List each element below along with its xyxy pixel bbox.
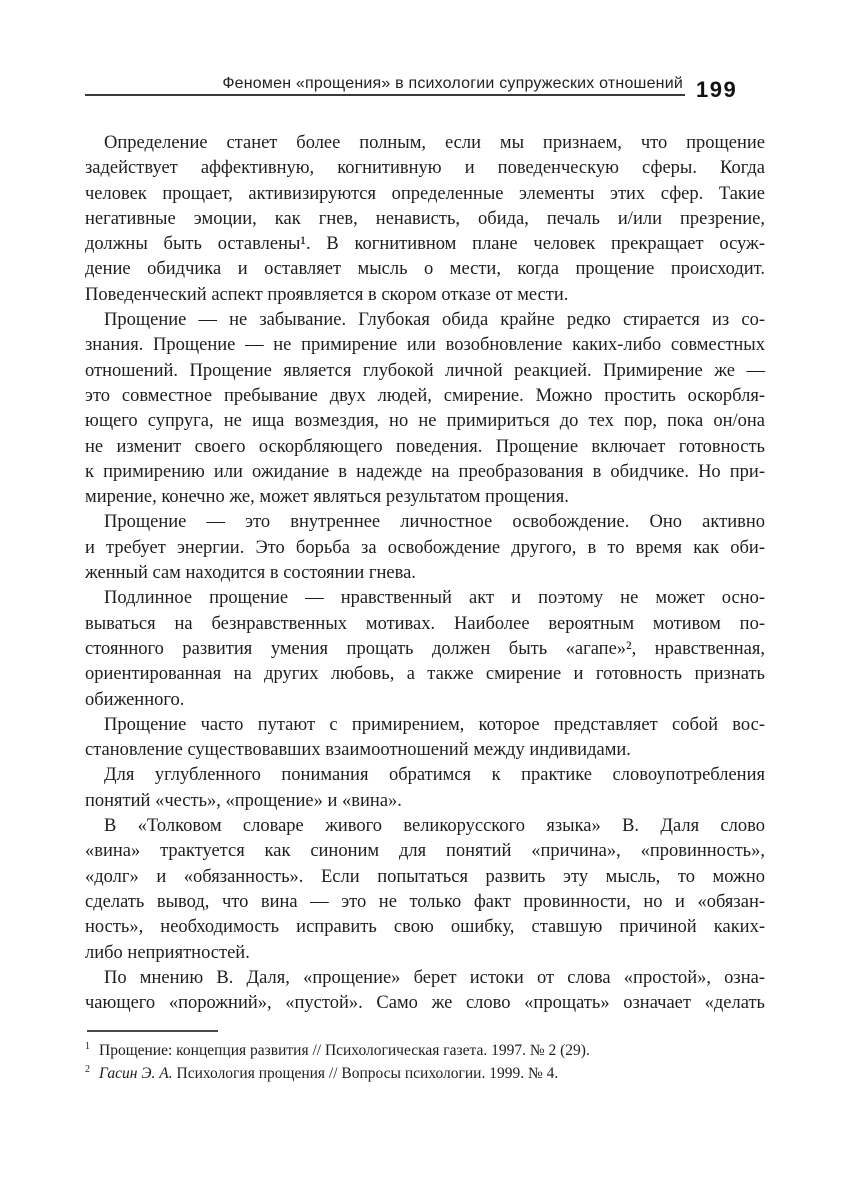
text-line: сделать вывод, что вина — это не только факт провинности, но и «обязан- [85,891,765,912]
paragraph [85,713,765,764]
page-number: 199 [696,77,738,102]
text-line: становление существовавших взаимоотношений между индивидами. [85,740,631,761]
paragraph [85,131,765,308]
text-line: «вина» трактуется как синоним для понятий «причина», «провинность», [85,841,765,862]
footnote-marker: 1 [85,1040,90,1052]
running-title: Феномен «прощения» в психологии супружеских отношений [222,75,683,92]
text-line: Прощение — это внутреннее личностное освобождение. Оно активно [104,512,765,533]
text-line: ющего супруга, не ища возмездия, но не примириться до тех пор, пока он/она [85,411,765,432]
text-line: знания. Прощение — не примирение или возобновление каких-либо совместных [85,335,765,356]
body-text [85,131,765,1016]
paragraph [85,510,765,586]
text-line: Подлинное прощение — нравственный акт и поэтому не может осно- [104,588,765,609]
text-line: В «Толковом словаре живого великорусского языка» В. Даля слово [104,816,765,837]
text-line: «долг» и «обязанность». Если попытаться развить эту мысль, то можно [85,866,765,887]
footnote-text: Психология прощения // Вопросы психологии. 1999. № 4. [172,1065,559,1082]
footnote-text: Прощение: концепция развития // Психологическая газета. 1997. № 2 (29). [99,1042,590,1059]
text-line: Поведенческий аспект проявляется в скором отказе от мести. [85,284,569,305]
text-line: мирение, конечно же, может являться результатом прощения. [85,487,569,508]
text-line: не изменит своего оскорбляющего поведения. Прощение включает готовность [85,436,765,457]
text-line: к примирению или ожидание в надежде на преобразования в обидчике. Но при- [85,461,765,482]
text-line: стоянного развития умения прощать должен быть «агапе»², нравственная, [85,638,765,659]
footnotes [85,1039,765,1085]
text-line: вываться на безнравственных мотивах. Наиболее вероятным мотивом по- [85,613,765,634]
text-line: чающего «порожний», «пустой». Само же слово «прощать» означает «делать [85,993,765,1014]
footnote [85,1039,765,1062]
paragraph [85,308,765,510]
text-line: и требует энергии. Это борьба за освобождение другого, в то время как оби- [85,537,765,558]
paragraph [85,966,765,1017]
text-line: должны быть оставлены¹. В когнитивном плане человек прекращает осуж- [85,234,765,255]
text-line: ориентированная на других любовь, а также смирение и готовность признать [85,664,765,685]
text-line: отношений. Прощение является глубокой личной реакцией. Примирение же — [85,360,765,381]
text-line: Прощение — не забывание. Глубокая обида крайне редко стирается из со- [104,310,765,331]
text-line: дение обидчика и оставляет мысль о мести, когда прощение происходит. [85,259,765,280]
text-line: Определение станет более полным, если мы признаем, что прощение [104,133,765,153]
footnote [85,1062,765,1085]
text-line: По мнению В. Даля, «прощение» берет истоки от слова «простой», озна- [104,967,765,988]
text-line: Для углубленного понимания обратимся к практике словоупотребления [104,765,765,786]
text-line: задействует аффективную, когнитивную и поведенческую сферы. Когда [85,158,765,179]
text-line: понятий «честь», «прощение» и «вина». [85,790,402,811]
paragraph [85,763,765,814]
header-rule [85,94,685,96]
text-line: негативные эмоции, как гнев, ненависть, обида, печаль и/или презрение, [85,208,765,229]
text-line: женный сам находится в состоянии гнева. [85,563,416,584]
text-line: обиженного. [85,689,185,710]
footnote-author: Гасин Э. А. [99,1065,173,1082]
footnote-marker: 2 [85,1063,90,1075]
text-line: ность», необходимость исправить свою ошибку, ставшую причиной каких- [85,917,765,938]
text-line: это совместное пребывание двух людей, смирение. Можно простить оскорбля- [85,385,765,406]
text-line: либо неприятностей. [85,942,250,963]
paragraph [85,814,765,966]
text-line: Прощение часто путают с примирением, которое представляет собой вос- [104,714,765,735]
paragraph [85,586,765,712]
text-line: человек прощает, активизируются определенные элементы этих сфер. Такие [85,183,765,204]
footnote-separator [87,1030,218,1032]
